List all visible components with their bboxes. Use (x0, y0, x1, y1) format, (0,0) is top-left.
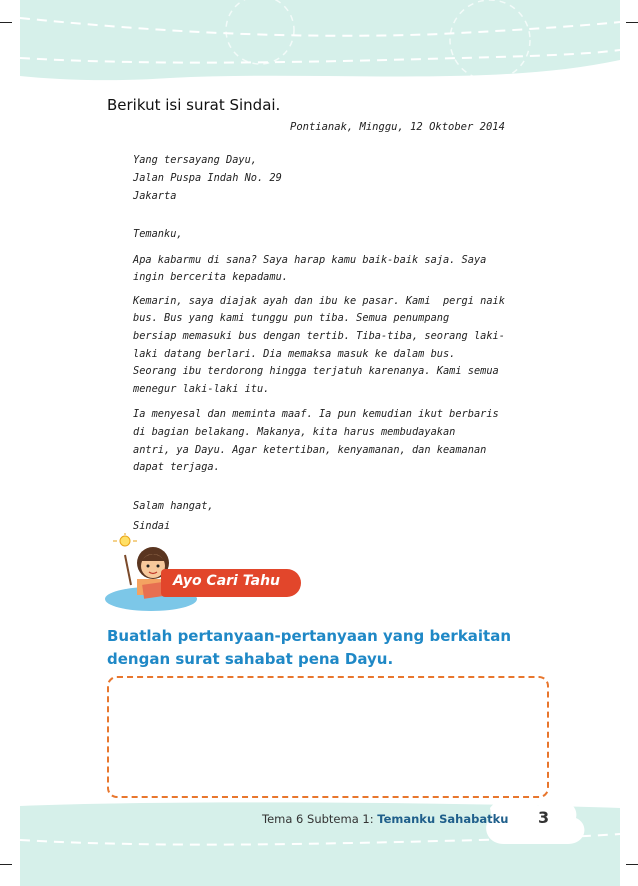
task-line: dengan surat sahabat pena Dayu. (107, 650, 394, 668)
task-instruction (107, 625, 537, 671)
letter-address-line: Jalan Puspa Indah No. 29 (133, 172, 282, 184)
letter-date: Pontianak, Minggu, 12 Oktober 2014 (290, 121, 505, 133)
activity-ribbon (161, 569, 301, 597)
letter-line: Kemarin, saya diajak ayah dan ibu ke pasar. Kami pergi naik (133, 295, 505, 307)
crop-mark (626, 22, 638, 23)
letter-line: ingin bercerita kepadamu. (133, 271, 288, 283)
letter-line: bus. Bus yang kami tunggu pun tiba. Semua penumpang (133, 312, 450, 324)
letter-closing: Salam hangat, (133, 500, 214, 512)
footer-title: Temanku Sahabatku (377, 812, 509, 826)
footer-prefix: Tema 6 Subtema 1: (262, 812, 378, 826)
letter-address-line: Yang tersayang Dayu, (133, 154, 257, 166)
page-number: 3 (538, 808, 550, 827)
intro-text: Berikut isi surat Sindai. (107, 96, 281, 114)
activity-badge-label: Ayo Cari Tahu (173, 573, 281, 589)
letter-line: di bagian belakang. Makanya, kita harus membudayakan (133, 426, 456, 438)
letter-address-line: Jakarta (133, 190, 177, 202)
letter-line: Apa kabarmu di sana? Saya harap kamu baik-baik saja. Saya (133, 254, 487, 266)
letter-line: dapat terjaga. (133, 461, 220, 473)
letter-line: menegur laki-laki itu. (133, 383, 270, 395)
letter-line: laki datang berlari. Dia memaksa masuk ke dalam bus. (133, 348, 456, 360)
crop-mark (0, 22, 12, 23)
letter-line: Seorang ibu terdorong hingga terjatuh karenanya. Kami semua (133, 365, 499, 377)
letter-line: bersiap memasuki bus dengan tertib. Tiba-tiba, seorang laki- (133, 330, 505, 342)
crop-mark (0, 864, 12, 865)
top-decorative-band (20, 0, 620, 92)
letter-line: Ia menyesal dan meminta maaf. Ia pun kemudian ikut berbaris (133, 408, 499, 420)
letter-greeting: Temanku, (133, 228, 183, 240)
footer-caption (262, 812, 508, 826)
activity-badge (103, 533, 303, 613)
task-line: Buatlah pertanyaan-pertanyaan yang berkaitan (107, 627, 512, 645)
crop-mark (626, 864, 638, 865)
answer-box[interactable] (107, 676, 549, 798)
letter-line: antri, ya Dayu. Agar ketertiban, kenyamanan, dan keamanan (133, 444, 487, 456)
letter-signature: Sindai (133, 520, 171, 532)
